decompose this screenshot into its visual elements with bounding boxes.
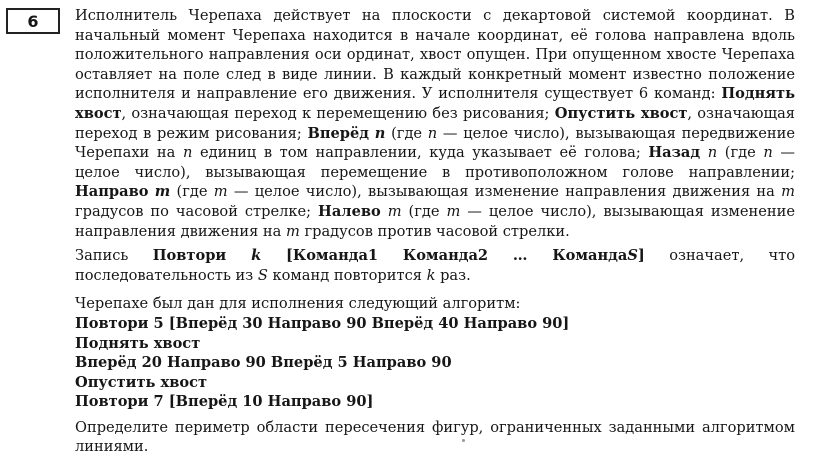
algorithm-line: Поднять хвост [75, 334, 201, 352]
cmd-forward: Вперёд [307, 124, 370, 142]
intro-text: (где [401, 202, 447, 220]
var-n: n [374, 124, 386, 142]
algorithm-line: Вперёд 20 Направо 90 Вперёд 5 Направо 90 [75, 354, 452, 372]
intro-paragraph [75, 6, 795, 241]
var-m: m [213, 183, 228, 201]
repeat-def-text: означает, что последовательность из [75, 247, 795, 284]
repeat-def-text: команд повторится [267, 266, 427, 284]
var-s: S [627, 247, 638, 265]
intro-text: , означающая переход к перемещению без рисования; [121, 104, 555, 122]
var-m: m [781, 183, 795, 201]
intro-text: — целое число), вызывающая изменение направления движения на [75, 202, 796, 240]
repeat-cmd: Повтори [152, 247, 252, 265]
intro-text: градусов против часовой стрелки. [299, 222, 570, 240]
repeat-def-text: раз. [435, 266, 471, 284]
repeat-bracket-close: ] [637, 247, 645, 265]
var-m: m [387, 202, 402, 220]
intro-text: (где [170, 183, 214, 201]
cmd-tail-up: Поднять хвост [75, 85, 795, 122]
intro-text: — целое число), вызывающая передвижение Черепахи на [75, 124, 796, 162]
repeat-def-text: Запись [75, 247, 153, 265]
intro-text: , означающая переход в режим рисования; [75, 104, 795, 142]
var-n: n [763, 144, 773, 162]
task-number: 6 [27, 11, 39, 31]
task-number-box [6, 8, 60, 34]
cmd-back: Назад [648, 144, 701, 162]
algorithm-line: Повтори 7 [Вперёд 10 Направо 90] [75, 393, 374, 411]
algorithm-line: Опустить хвост [75, 373, 208, 391]
var-n: n [427, 124, 438, 142]
cmd-left: Налево [318, 202, 381, 220]
var-s: S [257, 266, 268, 284]
algorithm-block [75, 314, 795, 412]
repeat-definition [75, 246, 795, 285]
intro-text: градусов по часовой стрелке; [75, 202, 319, 220]
var-m: m [154, 183, 171, 201]
intro-text: (где [385, 124, 428, 142]
intro-text: — целое число), вызывающая перемещение в противоположном голове направлении; [75, 144, 796, 181]
algorithm-line: Повтори 5 [Вперёд 30 Направо 90 Вперёд 40 Направо 90] [75, 314, 570, 332]
intro-text: — целое число), вызывающая изменение направления движения на [227, 183, 782, 201]
intro-text: единиц в том направлении, куда указывает её голова; [192, 144, 649, 162]
var-k: k [426, 266, 436, 284]
var-n: n [182, 144, 193, 162]
scan-speck [462, 439, 465, 442]
task-content [75, 6, 795, 457]
cmd-tail-down: Опустить хвост [554, 104, 688, 122]
var-m: m [285, 222, 300, 240]
question: Определите периметр области пересечения фигур, ограниченных заданными алгоритмом линиями. [75, 418, 795, 456]
intro-text: (где [717, 144, 764, 162]
var-k: k [251, 247, 262, 265]
repeat-bracket: [Команда1 Команда2 … Команда [261, 247, 628, 265]
intro-text: Исполнитель Черепаха действует на плоскости с декартовой системой координат. В начальный момент Черепаха находится в начале координат, её голова направлена вдоль положительного направления оси ординат, хвост опущен. При опущенном хвосте Черепаха оставляет на поле след в виде линии. В каждый конкретный момент известно положение исполнителя и направление его движения. У исполнителя существует 6 команд: [75, 7, 795, 103]
var-m: m [446, 202, 461, 220]
var-n: n [707, 144, 718, 162]
cmd-right: Направо [75, 183, 149, 201]
algorithm-intro: Черепахе был дан для исполнения следующий алгоритм: [75, 295, 521, 313]
